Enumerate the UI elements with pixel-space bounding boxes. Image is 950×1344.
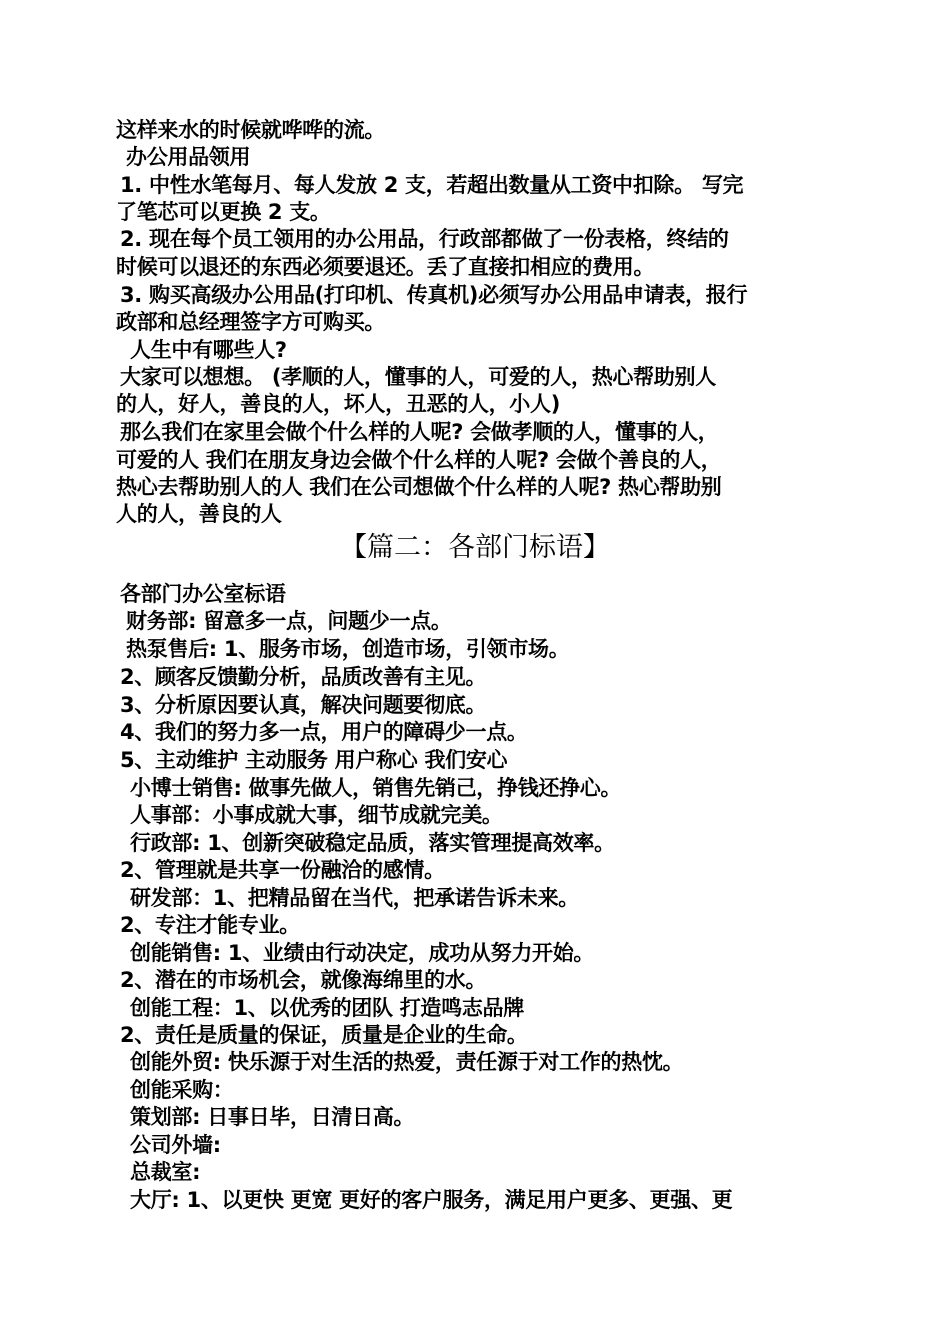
subheading-office-supplies: 办公用品领用: [126, 145, 251, 169]
text-line: 可爱的人 我们在朋友身边会做个什么样的人呢? 会做个善良的人，: [116, 448, 722, 472]
text-line: 1. 中性水笔每月、每人发放 2 支，若超出数量从工资中扣除。 写完: [120, 173, 744, 197]
slogan-line: 行政部: 1、创新突破稳定品质，落实管理提高效率。: [130, 831, 615, 855]
slogan-line: 2、责任是质量的保证，质量是企业的生命。: [120, 1023, 528, 1047]
slogan-line: 2、专注才能专业。: [120, 913, 300, 937]
section-heading: 【篇二：各部门标语】: [340, 532, 610, 563]
slogan-line: 2、潜在的市场机会，就像海绵里的水。: [120, 968, 487, 992]
slogan-line: 小博士销售: 做事先做人，销售先销己，挣钱还挣心。: [130, 776, 622, 800]
subheading-people-in-life: 人生中有哪些人?: [130, 338, 287, 362]
text-line: 人的人，善良的人: [116, 502, 282, 526]
slogan-line: 3、分析原因要认真，解决问题要彻底。: [120, 693, 487, 717]
text-line: 时候可以退还的东西必须要退还。丢了直接扣相应的费用。: [116, 255, 655, 279]
slogan-line: 策划部: 日事日毕，日清日高。: [130, 1105, 415, 1129]
text-line: 了笔芯可以更换 2 支。: [116, 200, 331, 224]
text-line: 热心去帮助别人的人 我们在公司想做个什么样的人呢? 热心帮助别: [116, 475, 722, 499]
text-line: 政部和总经理签字方可购买。: [116, 310, 386, 334]
slogan-line: 2、顾客反馈勤分析，品质改善有主见。: [120, 665, 487, 689]
slogan-line: 财务部: 留意多一点，问题少一点。: [126, 609, 452, 633]
slogan-line: 2、管理就是共享一份融洽的感情。: [120, 858, 445, 882]
slogan-line: 人事部：小事成就大事，细节成就完美。: [130, 803, 503, 827]
slogan-line: 创能外贸: 快乐源于对生活的热爱，责任源于对工作的热忱。: [130, 1050, 684, 1074]
text-line: 这样来水的时候就哗哗的流。: [116, 118, 386, 142]
text-line: 的人，好人，善良的人，坏人，丑恶的人，小人): [116, 392, 560, 416]
slogan-line: 创能采购：: [130, 1078, 234, 1102]
slogan-line: 4、我们的努力多一点，用户的障碍少一点。: [120, 720, 528, 744]
slogan-line: 总裁室:: [130, 1160, 201, 1184]
slogan-line: 大厅: 1、以更快 更宽 更好的客户服务，满足用户更多、更强、更: [130, 1188, 733, 1212]
slogan-line: 公司外墙:: [130, 1133, 221, 1157]
text-line: 那么我们在家里会做个什么样的人呢? 会做孝顺的人，懂事的人，: [120, 420, 719, 444]
text-line: 2. 现在每个员工领用的办公用品，行政部都做了一份表格，终结的: [120, 227, 729, 251]
slogan-line: 5、主动维护 主动服务 用户称心 我们安心: [120, 748, 508, 772]
slogan-line: 研发部：1、把精品留在当代，把承诺告诉未来。: [130, 886, 580, 910]
slogan-line: 创能销售: 1、业绩由行动决定，成功从努力开始。: [130, 941, 595, 965]
text-line: 大家可以想想。 (孝顺的人，懂事的人，可爱的人，热心帮助别人: [120, 365, 716, 389]
subheading-department-slogans: 各部门办公室标语: [120, 582, 286, 606]
slogan-line: 热泵售后: 1、服务市场，创造市场，引领市场。: [126, 637, 570, 661]
slogan-line: 创能工程：1、以优秀的团队 打造鸣志品牌: [130, 996, 524, 1020]
text-line: 3. 购买高级办公用品(打印机、传真机)必须写办公用品申请表，报行: [120, 283, 748, 307]
